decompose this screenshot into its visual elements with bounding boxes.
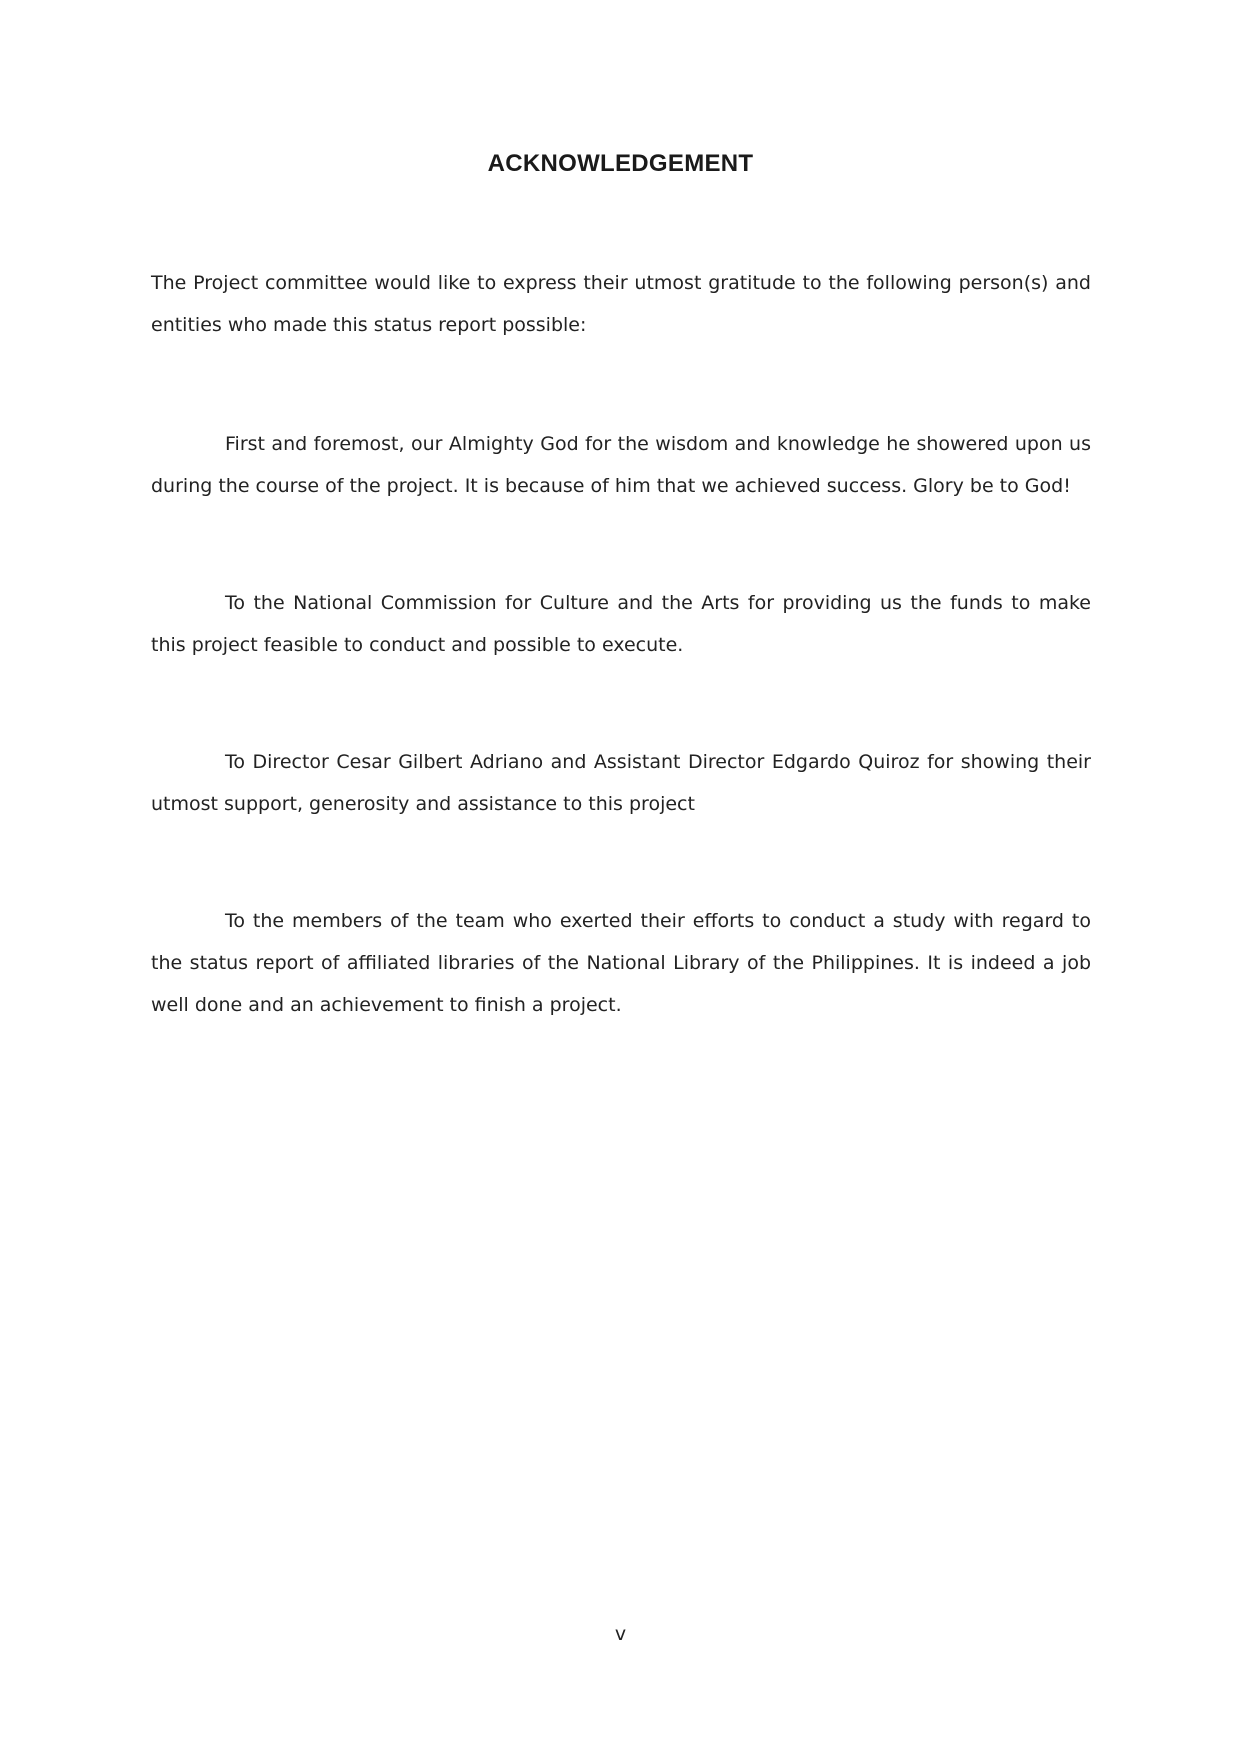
intro-paragraph: The Project committee would like to express their utmost gratitude to the following person(s) and entities who made this status report possible:: [151, 272, 1091, 336]
acknowledgement-god-paragraph: First and foremost, our Almighty God for the wisdom and knowledge he showered upon us during the course of the project. It is because of him that we achieved success. Glory be to God!: [151, 433, 1091, 497]
acknowledgement-ncca-paragraph: To the National Commission for Culture and the Arts for providing us the funds to make this project feasible to conduct and possible to execute.: [151, 592, 1091, 656]
acknowledgement-team-paragraph: To the members of the team who exerted their efforts to conduct a study with regard to the status report of affiliated libraries of the National Library of the Philippines. It is indeed a job well done and an achievement to finish a project.: [151, 910, 1091, 1016]
page-number: v: [614, 1623, 627, 1645]
page-title: ACKNOWLEDGEMENT: [487, 150, 754, 177]
acknowledgement-directors-paragraph: To Director Cesar Gilbert Adriano and Assistant Director Edgardo Quiroz for showing their utmost support, generosity and assistance to this project: [151, 751, 1091, 815]
